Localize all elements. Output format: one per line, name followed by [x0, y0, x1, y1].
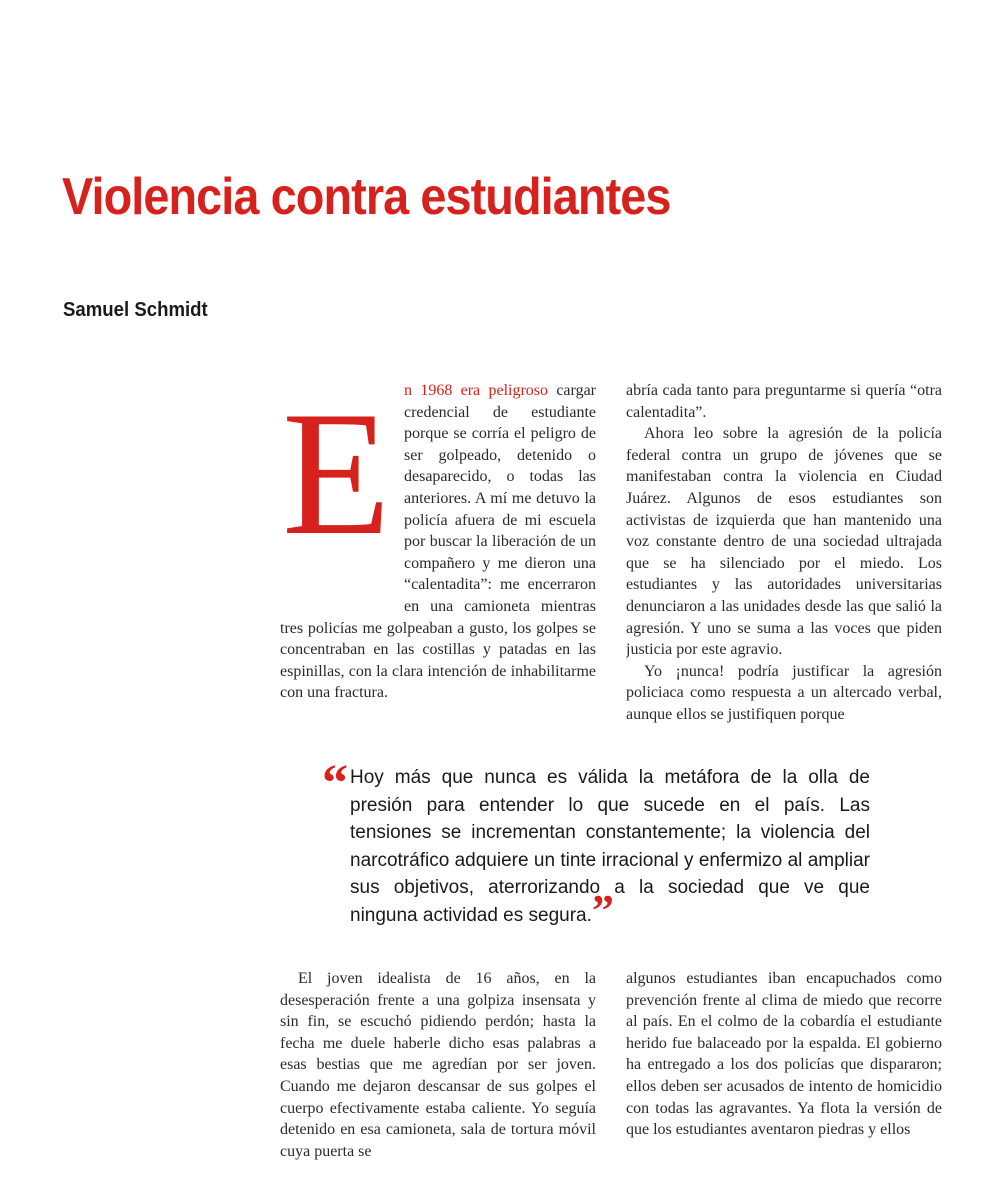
pull-quote-body — [350, 764, 870, 935]
pull-quote-text: Hoy más que nunca es válida la metáfora de la olla de presión para entender lo que sucede en el país. Las tensiones se incrementan constantemente; la violencia del narcotráfico adquiere un tinte irracional y enfermizo al ampliar sus objetivos, aterrorizando a la sociedad que ve que ninguna actividad es segura. — [350, 767, 870, 926]
column-1-bottom — [280, 968, 596, 1164]
paragraph: abría cada tanto para preguntarme si quería “otra calentadita”. — [626, 382, 942, 421]
opening-paragraph-text: cargar credencial de estudiante porque se corría el peligro de ser golpeado, detenido o desaparecido, o todas las anteriores. A mí me detuvo la policía afuera de mi escuela por buscar la liberación de un compañero y me dieron una “calentadita”: me encerraron en una camioneta mientras tres policías me golpeaban a gusto, los golpes se concentraban en las costillas y patadas en las espinillas, con la clara intención de inhabilitarme con una fractura. — [280, 382, 596, 702]
open-quote-mark: “ — [322, 755, 348, 812]
column-2-top — [626, 380, 942, 726]
article-author: Samuel Schmidt — [63, 299, 208, 321]
paragraph: Yo ¡nunca! podría justificar la agresión policiaca como respuesta a un altercado verbal, aunque ellos se justifiquen porque — [626, 662, 942, 723]
drop-cap: E — [282, 380, 391, 572]
paragraph: Ahora leo sobre la agresión de la policía federal contra un grupo de jóvenes que se manifestaban contra la violencia en Ciudad Juárez. Algunos de esos estudiantes son activistas de izquierda que han mantenido una voz constante dentro de una sociedad ultrajada que se ha silenciado por el miedo. Los estudiantes y las autoridades universitarias denunciaron a las unidades desde las que salió la agresión. Y uno se suma a las voces que piden justicia por este agravio. — [626, 425, 942, 659]
paragraph: El joven idealista de 16 años, en la desesperación frente a una golpiza insensata y sin fin, se escuchó pidiendo perdón; hasta la fecha me duele haberle dicho esas palabras a esas bestias que me agredían por ser joven. Cuando me dejaron descansar de sus golpes el cuerpo efectivamente estaba caliente. Yo seguía detenido en esa camioneta, sala de tortura móvil cuya puerta se — [280, 970, 596, 1160]
pull-quote — [322, 755, 870, 935]
close-quote-mark: ” — [591, 885, 614, 935]
column-1-top — [280, 380, 596, 726]
paragraph: algunos estudiantes iban encapuchados como prevención frente al clima de miedo que recorre al país. En el colmo de la cobardía el estudiante herido fue balaceado por la espalda. El gobierno ha entregado a los dos policías que dispararon; ellos deben ser acusados de intento de homicidio con todas las agravantes. Ya flota la versión de que los estudiantes aventaron piedras y ellos — [626, 970, 942, 1139]
column-2-bottom — [626, 968, 942, 1164]
article-title: Violencia contra estudiantes — [62, 168, 671, 226]
lead-in: n 1968 era peligroso — [404, 382, 549, 399]
